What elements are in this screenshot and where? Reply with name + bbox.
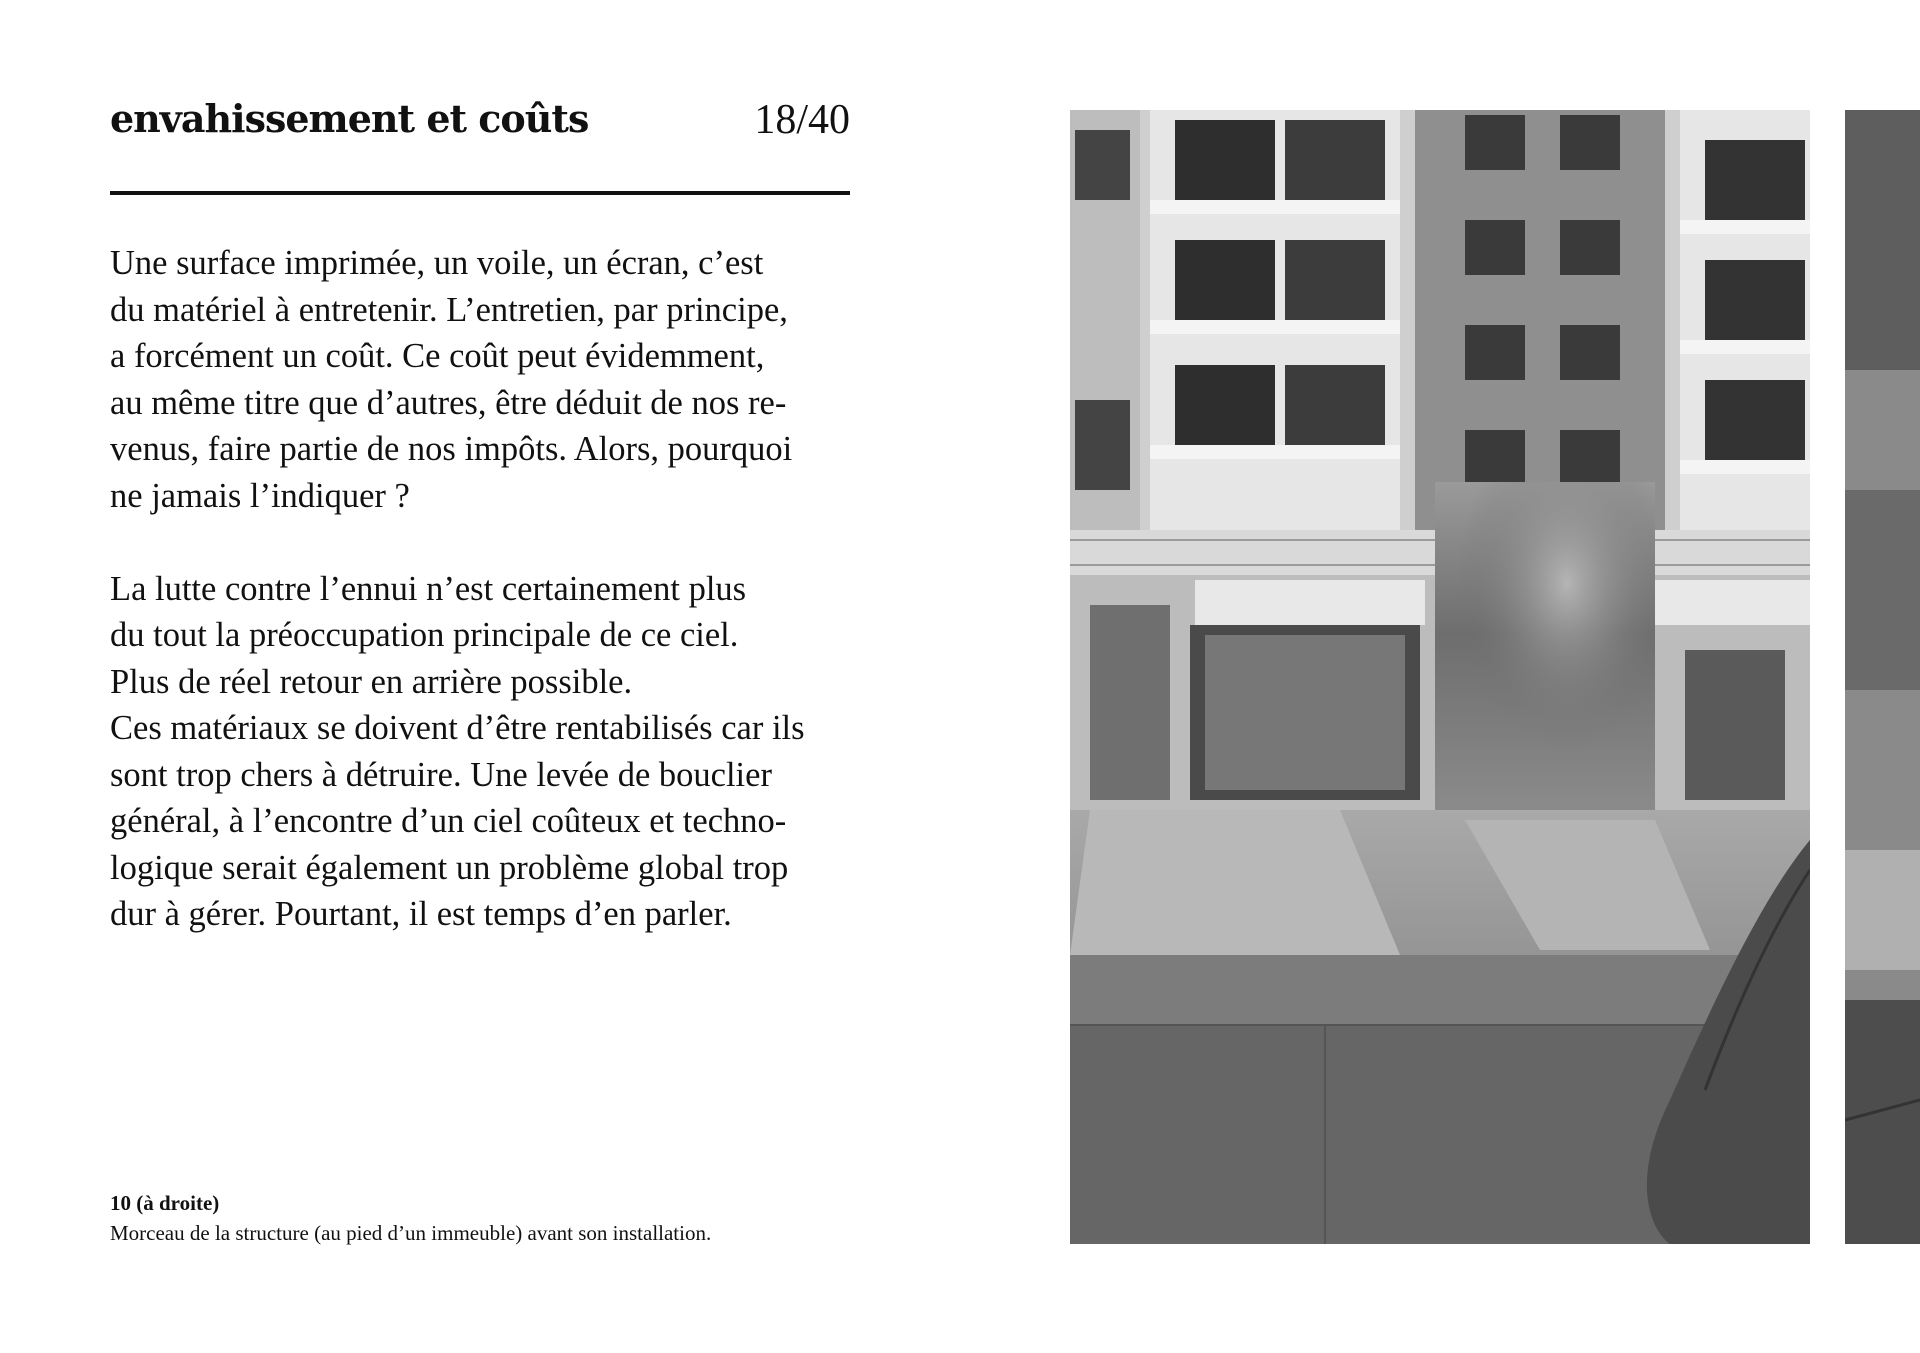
text-line: dur à gérer. Pourtant, il est temps d’en parler.: [110, 895, 732, 933]
building-photo-illustration: [1070, 110, 1810, 1244]
section-title: envahissement et coûts: [110, 96, 589, 141]
text-line: a forcément un coût. Ce coût peut évidemment,: [110, 337, 765, 375]
text-line: sont trop chers à détruire. Une levée de bouclier: [110, 755, 772, 794]
side-photo-illustration: [1845, 110, 1920, 1244]
side-photo: [1845, 110, 1920, 1244]
text-line: du tout la préoccupation principale de ce ciel.: [110, 616, 739, 654]
paragraph: [110, 566, 870, 938]
page-number: 18/40: [754, 97, 850, 143]
caption-reference: 10 (à droite): [110, 1191, 220, 1215]
text-line: du matériel à entretenir. L’entretien, par principe,: [110, 290, 788, 329]
text-line: général, à l’encontre d’un ciel coûteux et techno-: [110, 802, 787, 840]
text-line: La lutte contre l’ennui n’est certainement plus: [110, 569, 747, 608]
title-divider: [110, 191, 850, 195]
figure-caption: [110, 1188, 870, 1248]
body-text: [110, 240, 870, 938]
text-line: logique serait également un problème global trop: [110, 848, 789, 887]
paragraph: [110, 240, 870, 519]
text-line: au même titre que d’autres, être déduit de nos re-: [110, 383, 787, 422]
text-line: Ces matériaux se doivent d’être rentabilisés car ils: [110, 709, 805, 747]
text-line: Plus de réel retour en arrière possible.: [110, 662, 633, 701]
text-line: Une surface imprimée, un voile, un écran, c’est: [110, 244, 764, 282]
building-photo: [1070, 110, 1810, 1244]
caption-text: Morceau de la structure (au pied d’un immeuble) avant son installation.: [110, 1221, 712, 1245]
text-line: ne jamais l’indiquer ?: [110, 476, 410, 515]
text-line: venus, faire partie de nos impôts. Alors, pourquoi: [110, 430, 793, 468]
